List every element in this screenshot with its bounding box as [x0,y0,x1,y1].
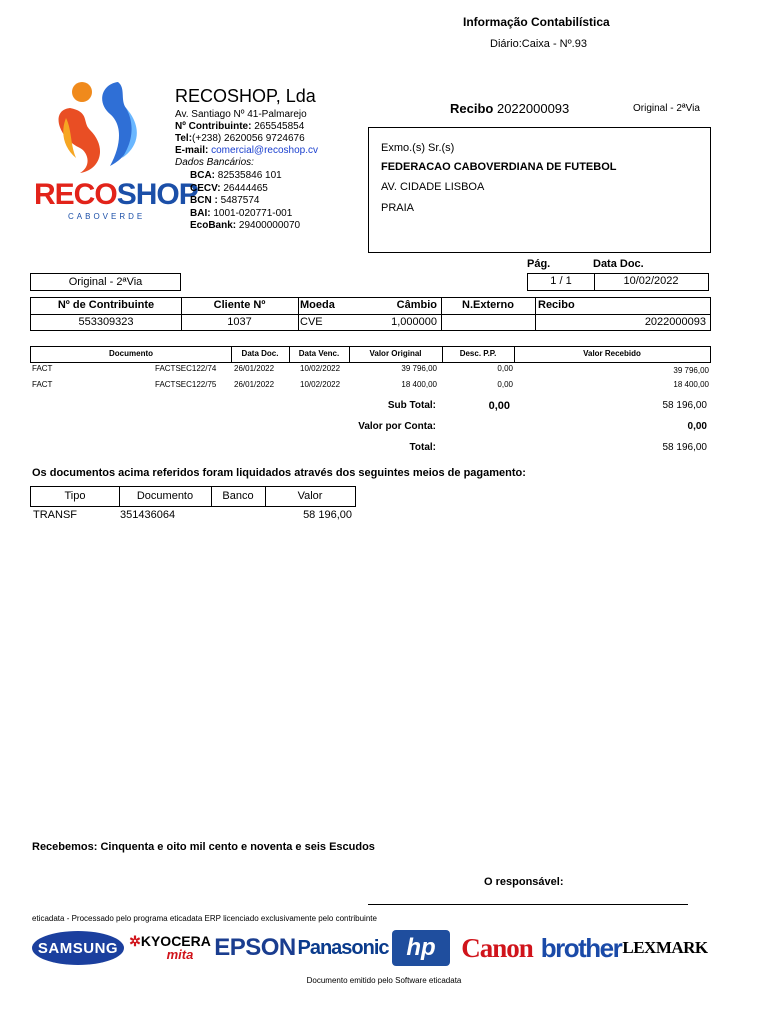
date-label: Data Doc. [593,258,644,270]
bank-label: EcoBank: [190,220,237,231]
info-table [30,297,711,331]
nif-value: 265545854 [254,121,305,132]
receipt-copy: Original - 2ªVia [633,103,700,114]
logo-text-reco: RECO [34,178,117,211]
header-payment-bank: Banco [222,490,254,502]
doc-due: 10/02/2022 [300,364,341,373]
doc-date: 26/01/2022 [234,364,275,373]
bank-value: 5487574 [220,195,260,206]
header-original-value: Valor Original [369,349,422,358]
bank-item-bcn [190,195,300,208]
doc-discount: 0,00 [497,364,513,373]
header-document: Documento [109,349,153,358]
account-label: Valor por Conta: [358,421,436,432]
doc-discount: 0,00 [497,380,513,389]
phone-value: (+238) 2620056 9724676 [192,133,305,144]
doc-type: FACT [32,380,53,389]
header-exchange: Câmbio [396,299,437,311]
samsung-text: SAMSUNG [32,931,124,965]
bank-item-cecv [190,183,300,196]
client-box [368,127,711,253]
epson-logo: EPSON [214,934,296,961]
table-row [30,364,711,380]
hp-logo [390,928,452,968]
payment-value: 58 196,00 [303,509,352,521]
client-address: AV. CIDADE LISBOA [381,181,485,193]
doc-date: 26/01/2022 [234,380,275,389]
responsible-label: O responsável: [484,876,564,888]
signature-line [368,904,688,905]
header-discount: Desc. P.P. [459,349,497,358]
document-title: Informação Contabilística [463,15,610,29]
header-due-date: Data Venc. [298,349,340,358]
doc-original: 18 400,00 [401,380,437,389]
value-receipt: 2022000093 [644,316,706,328]
lexmark-logo: LEXMARK [622,938,708,957]
page-date-box [527,273,709,291]
table-row [30,509,356,525]
kyocera-mark-icon: ✲ [129,933,141,949]
receipt-label: Recibo [450,101,494,116]
phone-label: Tel: [175,133,193,144]
payment-document: 351436064 [120,509,176,521]
receipt-heading [450,101,569,116]
page-value: 1 / 1 [550,275,572,287]
docs-table-header [30,346,711,363]
header-payment-document: Documento [136,490,194,502]
bank-value: 82535846 101 [217,170,282,181]
client-city: PRAIA [381,202,415,214]
email-label: E-mail: [175,145,209,156]
bank-label: BAI: [190,207,211,219]
page-label: Pág. [527,258,551,270]
company-address: Av. Santiago Nº 41-Palmarejo [175,109,307,120]
date-value: 10/02/2022 [623,275,679,287]
divider [535,298,536,330]
value-client-no: 1037 [227,316,252,328]
client-name: FEDERACAO CABOVERDIANA DE FUTEBOL [381,161,617,173]
copy-box: Original - 2ªVia [30,273,181,291]
company-name: RECOSHOP, Lda [175,86,316,106]
journal-subtitle: Diário:Caixa - Nº.93 [490,38,587,50]
receipt-number: 2022000093 [496,101,570,116]
client-salutation: Exmo.(s) Sr.(s) [381,142,455,154]
bank-value: 1001-020771-001 [213,207,293,219]
value-currency: CVE [300,316,323,328]
bank-item-ecobank [190,220,300,233]
hp-text: hp [392,930,450,966]
bank-value: 29400000070 [238,220,301,231]
software-note: eticadata - Processado pelo programa eticadata ERP licenciado exclusivamente pelo contribuinte [32,914,377,923]
bank-item-bai [190,208,300,221]
bank-list [190,170,300,233]
header-doc-date: Data Doc. [241,349,279,358]
bank-label: CECV: [190,182,221,194]
payment-table-header [30,486,356,507]
company-phone [175,133,305,144]
company-nif [175,121,304,132]
account-value: 0,00 [687,421,707,432]
header-payment-value: Valor [297,490,323,502]
header-receipt: Recibo [538,299,575,311]
nif-label: Nº Contribuinte: [175,121,252,132]
logo-wordmark [34,178,198,212]
total-value: 58 196,00 [662,442,707,453]
doc-type: FACT [32,364,53,373]
panasonic-logo: Panasonic [297,936,389,959]
doc-original: 39 796,00 [401,364,437,373]
divider [31,314,710,315]
kyocera-text [129,934,211,948]
header-received-value: Valor Recebido [583,349,641,358]
total-label: Total: [409,442,436,453]
value-exchange: 1,000000 [391,316,437,328]
payment-statement: Os documentos acima referidos foram liquidados através dos seguintes meios de pagamento: [32,467,526,479]
company-email [175,145,318,156]
doc-received: 39 796,00 [673,366,709,375]
emitted-note: Documento emitido pelo Software eticadata [306,976,462,985]
subtotal-discount: 0,00 [488,400,510,412]
canon-logo: Canon [461,932,533,963]
mita-text: mita [166,947,194,962]
bank-details-title: Dados Bancários: [175,157,254,168]
subtotal-value: 58 196,00 [662,400,707,411]
samsung-logo [32,928,124,968]
table-row [30,380,711,396]
doc-number: FACTSEC122/75 [155,380,217,389]
header-client-no: Cliente Nº [213,299,266,311]
kyocera-word: KYOCERA [140,933,211,949]
doc-number: FACTSEC122/74 [155,364,217,373]
amount-in-words: Recebemos: Cinquenta e oito mil cento e noventa e seis Escudos [32,841,375,853]
header-external: N.Externo [462,299,514,311]
brother-logo: brother [540,932,622,963]
doc-due: 10/02/2022 [300,380,341,389]
bank-label: BCA: [190,170,215,181]
logo-subtitle: CABOVERDE [68,212,146,221]
logo-figure-icon [30,78,170,188]
subtotal-label: Sub Total: [387,400,436,411]
divider [298,298,299,330]
bank-item-bca [190,170,300,183]
logo-text-shop: SHOP [116,178,198,211]
header-payment-type: Tipo [64,490,86,502]
kyocera-mita-logo [128,928,212,968]
header-nif: Nº de Contribuinte [57,299,155,311]
value-nif: 553309323 [78,316,134,328]
bank-label: BCN : [190,195,218,206]
doc-received: 18 400,00 [673,380,709,389]
email-link[interactable]: comercial@recoshop.cv [211,145,318,156]
header-currency: Moeda [300,299,335,311]
payment-type: TRANSF [33,509,77,521]
bank-value: 26444465 [223,182,268,194]
